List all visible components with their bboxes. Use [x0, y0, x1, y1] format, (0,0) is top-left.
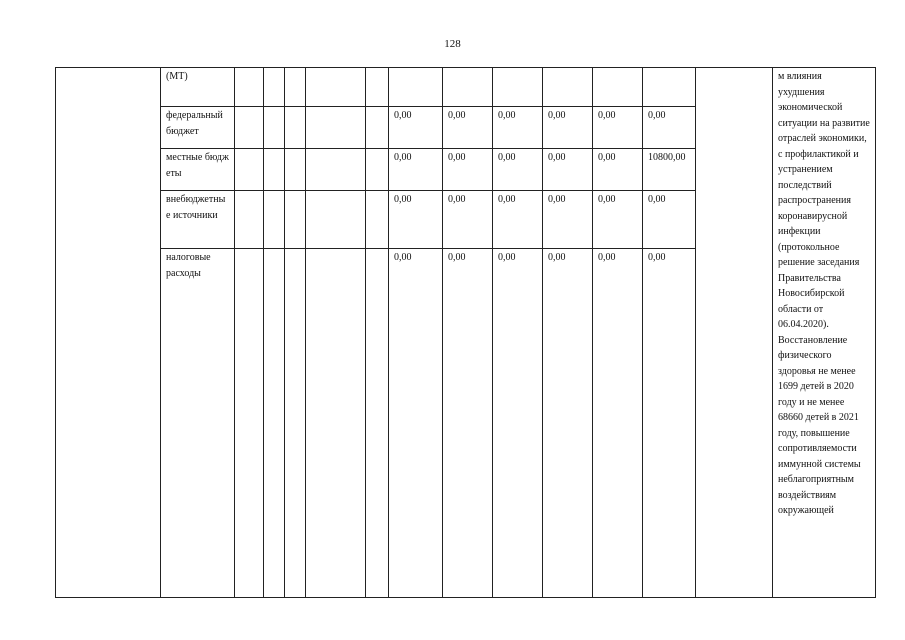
value-cell: 0,00 [389, 107, 443, 149]
value-cell: 0,00 [443, 249, 493, 598]
value-cell: 0,00 [543, 249, 593, 598]
value-cell: 0,00 [443, 191, 493, 249]
value-cell: 0,00 [493, 149, 543, 191]
result-description-cell: м влияния ухудшения экономической ситуации на развитие отраслей экономики, с профилактикой и устранением последствий распространения коронавирусной инфекции (протокольное решение заседания Правительства Новосибирской области от 06.04.2020). Восстановление физического здоровья не менее 1699 детей в 2020 году и не менее 68660 детей в 2021 году, повышение сопротивляемости иммунной системы неблагоприятным воздействиям окружающей [773, 68, 876, 598]
value-cell: 0,00 [389, 191, 443, 249]
table-row [56, 68, 876, 107]
value-cell [543, 68, 593, 107]
value-cell: 0,00 [389, 249, 443, 598]
value-cell: 0,00 [643, 249, 696, 598]
value-cell: 0,00 [593, 191, 643, 249]
value-cell: 0,00 [643, 191, 696, 249]
funding-source-cell: внебюджетные источники [161, 191, 235, 249]
funding-source-cell: местные бюджеты [161, 149, 235, 191]
left-empty-cell [56, 68, 161, 598]
funding-source-cell: (МТ) [161, 68, 235, 107]
value-cell: 10800,00 [643, 149, 696, 191]
value-cell: 0,00 [543, 107, 593, 149]
value-cell [593, 68, 643, 107]
page-number: 128 [444, 38, 461, 50]
value-cell: 0,00 [493, 191, 543, 249]
value-cell [443, 68, 493, 107]
value-cell: 0,00 [493, 107, 543, 149]
value-cell: 0,00 [493, 249, 543, 598]
value-cell: 0,00 [593, 107, 643, 149]
value-cell: 0,00 [443, 107, 493, 149]
funding-source-cell: налоговые расходы [161, 249, 235, 598]
value-cell: 0,00 [593, 149, 643, 191]
value-cell: 0,00 [543, 191, 593, 249]
funding-source-cell: федеральный бюджет [161, 107, 235, 149]
value-cell: 0,00 [389, 149, 443, 191]
value-cell: 0,00 [593, 249, 643, 598]
budget-table [55, 67, 876, 598]
value-cell [643, 68, 696, 107]
value-cell [493, 68, 543, 107]
value-cell: 0,00 [643, 107, 696, 149]
value-cell: 0,00 [543, 149, 593, 191]
value-cell: 0,00 [443, 149, 493, 191]
empty-cell [696, 68, 773, 598]
value-cell [389, 68, 443, 107]
